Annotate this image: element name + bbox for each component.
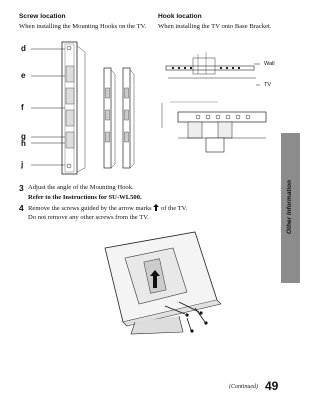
side-tab-label: Other Information: [286, 180, 293, 234]
label-h: h: [21, 139, 26, 148]
screw-location-text: When installing the Mounting Hooks on the TV.: [19, 23, 147, 30]
step-4-line1: Remove the screws guided by the arrow marks: [28, 205, 152, 212]
step-3-reference: Refer to the Instructions for SU-WL500.: [28, 194, 142, 201]
step-3-number: 3: [19, 183, 24, 193]
step-3-text: Adjust the angle of the Mounting Hook.: [28, 184, 134, 191]
continued-label: (Continued): [229, 384, 258, 390]
arrow-up-icon: [153, 204, 159, 211]
screw-location-heading: Screw location: [19, 13, 66, 20]
hook-location-diagram: [158, 38, 280, 163]
wall-label: Wall: [264, 61, 275, 67]
tv-rear-illustration: [95, 230, 225, 340]
label-d: d: [21, 44, 26, 53]
page-number: 49: [265, 379, 279, 393]
hook-location-heading: Hook location: [158, 13, 202, 20]
label-j: j: [21, 160, 24, 169]
step-4-note: Do not remove any other screws from the TV.: [28, 214, 149, 221]
step-4-text: [28, 204, 187, 213]
label-g: g: [21, 132, 26, 141]
tv-label: TV: [264, 82, 272, 88]
step-4-line1-suffix: of the TV.: [160, 205, 188, 212]
step-4-number: 4: [19, 203, 24, 213]
hook-location-text: When installing the TV onto Base Bracket.: [158, 23, 272, 30]
screw-location-diagram: [19, 38, 154, 178]
label-f: f: [21, 103, 24, 112]
label-e: e: [21, 71, 26, 80]
